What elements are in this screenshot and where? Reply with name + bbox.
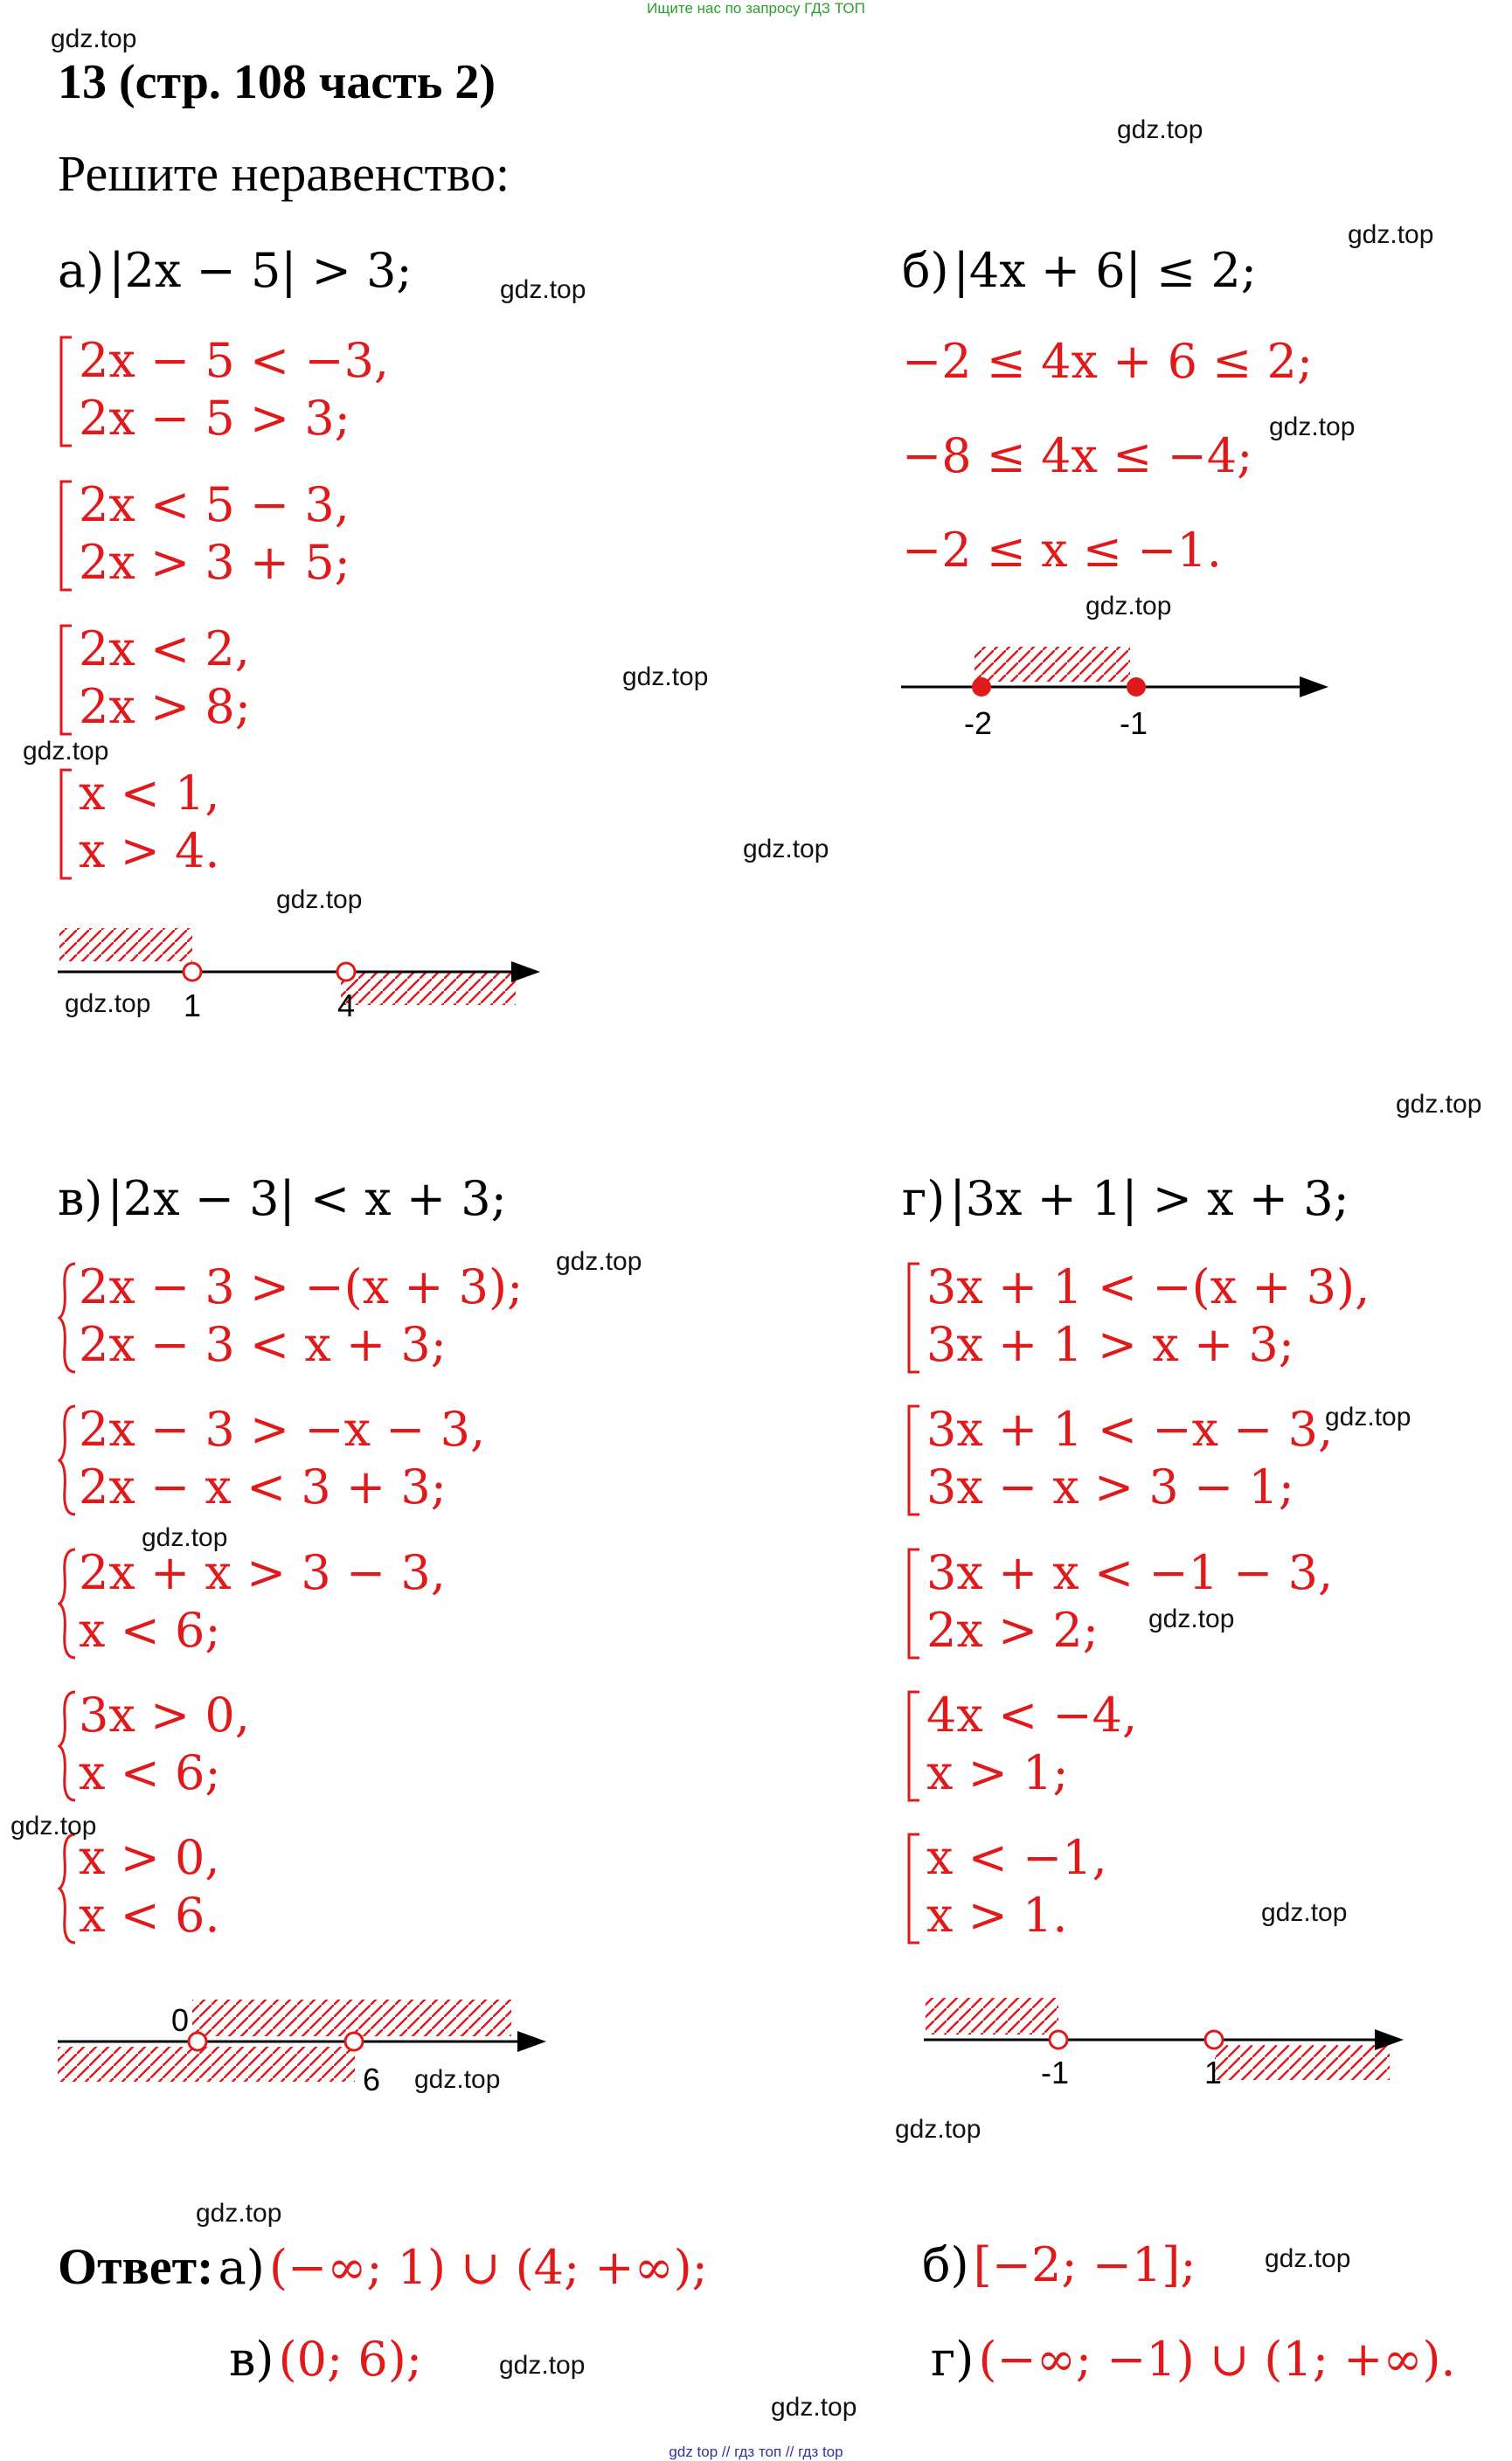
part-v-arrow-icon [517,2031,546,2052]
answer-g [931,2332,1456,2387]
page-title: 13 (стр. 108 часть 2) [58,55,496,109]
watermark: gdz.top [10,1812,97,1841]
part-a-system-1 [58,332,389,447]
part-b-tick-minus2: -2 [964,705,993,741]
part-g-s4-line2: x > 1; [926,1745,1069,1800]
part-b-step-1: −2 ≤ 4x + 6 ≤ 2; [902,334,1314,389]
part-g-s2-line2: 3x − x > 3 − 1; [926,1459,1294,1515]
part-g-hatch-left [926,1998,1058,2035]
part-b-header [902,243,1257,298]
watermark: gdz.top [895,2115,981,2144]
part-v-tick-0: 0 [171,2002,190,2038]
watermark: gdz.top [1269,412,1356,441]
part-g-system-1 [905,1258,1370,1374]
watermark: gdz.top [500,275,586,304]
part-a-point-4 [337,963,355,981]
answer-v-value: (0; 6); [278,2332,422,2387]
part-v-s3-line1: 2x + x > 3 − 3, [79,1545,446,1600]
watermark: gdz.top [1325,1403,1411,1432]
part-v-system-3 [58,1544,446,1660]
watermark: gdz.top [743,835,829,863]
part-a-inequality: |2x − 5| > 3; [108,243,413,298]
part-v-system-1 [58,1258,523,1374]
part-v-system-4 [58,1687,250,1802]
part-g-system-2 [905,1401,1333,1516]
part-g-inequality: |3x + 1| > x + 3; [949,1171,1349,1226]
part-a-hatch-right [341,972,516,1005]
part-v-point-6 [345,2033,363,2050]
part-a-label: а) [58,243,105,298]
part-a-header [58,243,413,298]
watermark: gdz.top [556,1247,642,1276]
part-a-tick-1: 1 [184,988,202,1023]
part-a-s2-line1: 2x < 5 − 3, [79,477,350,532]
answer-label: Ответ: [58,2238,214,2295]
part-b-arrow-icon [1300,676,1328,697]
part-v-s3-line2: x < 6; [79,1603,221,1658]
part-g-s4-line1: 4x < −4, [926,1688,1138,1743]
part-g-s5-line2: x > 1. [926,1888,1068,1943]
part-a-s1-line2: 2x − 5 > 3; [79,391,350,446]
answer-g-value: (−∞; −1) ∪ (1; +∞). [978,2332,1456,2387]
task-text: Решите неравенство: [58,145,510,202]
watermark: gdz.top [499,2351,586,2380]
part-v-system-5 [58,1829,220,1945]
watermark: gdz.top [1348,220,1434,249]
part-b-number-line [896,638,1333,752]
part-v-system-2 [58,1401,485,1516]
watermark: gdz.top [142,1523,228,1552]
part-b-point-minus2 [972,677,991,697]
part-v-s4-line1: 3x > 0, [79,1688,250,1743]
part-v-s1-line1: 2x − 3 > −(x + 3); [79,1259,524,1314]
watermark: gdz.top [1085,592,1172,620]
watermark: gdz.top [1396,1090,1482,1119]
watermark: gdz.top [196,2199,282,2228]
part-v-point-0 [189,2033,206,2050]
part-g-s2-line1: 3x + 1 < −x − 3, [926,1402,1334,1457]
part-g-point-1 [1205,2031,1223,2049]
watermark: gdz.top [1148,1605,1235,1633]
part-v-s1-line2: 2x − 3 < x + 3; [79,1317,447,1372]
top-ad-banner[interactable]: Ищите нас по запросу ГДЗ ТОП [647,0,865,17]
part-v-hatch-top [192,2000,511,2036]
watermark: gdz.top [23,737,109,766]
part-a-system-4 [58,765,220,880]
part-b-hatch [974,647,1130,682]
bottom-ad-links[interactable]: gdz top // гдз топ // гдз top [669,2444,843,2460]
part-b-step-3: −2 ≤ x ≤ −1. [902,523,1222,578]
part-v-s2-line2: 2x − x < 3 + 3; [79,1459,447,1515]
part-v-s5-line2: x < 6. [79,1888,220,1943]
part-g-system-4 [905,1687,1137,1802]
watermark: gdz.top [414,2065,501,2094]
part-a-system-2 [58,476,350,592]
part-a-hatch-left [59,928,192,961]
watermark: gdz.top [1117,115,1203,144]
part-a-s3-line1: 2x < 2, [79,621,250,676]
part-v-s2-line1: 2x − 3 > −x − 3, [79,1402,486,1457]
part-g-s3-line2: 2x > 2; [926,1603,1099,1658]
watermark: gdz.top [276,885,363,914]
part-g-header [902,1171,1349,1226]
watermark: gdz.top [771,2393,857,2422]
answer-v-label: в) [229,2332,274,2387]
part-g-s5-line1: x < −1, [926,1830,1107,1885]
watermark: gdz.top [51,24,137,53]
part-g-s1-line1: 3x + 1 < −(x + 3), [926,1259,1370,1314]
part-g-number-line [922,1984,1420,2097]
part-b-inequality: |4x + 6| ≤ 2; [953,243,1257,298]
part-g-tick-1: 1 [1204,2055,1223,2090]
part-b-step-2: −8 ≤ 4x ≤ −4; [902,428,1253,483]
part-g-system-3 [905,1544,1333,1660]
part-b-point-minus1 [1127,677,1146,697]
part-g-s3-line1: 3x + x < −1 − 3, [926,1545,1334,1600]
part-g-point-minus1 [1050,2031,1067,2049]
part-g-tick-minus1: -1 [1041,2055,1070,2090]
answer-b [922,2237,1196,2292]
part-a-s2-line2: 2x > 3 + 5; [79,535,350,590]
part-g-label: г) [902,1171,946,1226]
answer-b-value: [−2; −1]; [973,2237,1196,2292]
part-g-hatch-right [1215,2045,1390,2080]
part-a-s4-line2: x > 4. [79,823,220,878]
part-a-tick-4: 4 [337,988,356,1023]
part-a-s4-line1: x < 1, [79,766,220,821]
answer-row-1 [58,2237,708,2296]
answer-a-value: (−∞; 1) ∪ (4; +∞); [268,2240,708,2295]
part-a-system-3 [58,620,251,736]
part-g-s1-line2: 3x + 1 > x + 3; [926,1317,1294,1372]
part-v-s5-line1: x > 0, [79,1830,220,1885]
part-v-tick-6: 6 [363,2062,381,2097]
part-v-hatch-bottom [58,2047,355,2082]
part-v-inequality: |2x − 3| < x + 3; [107,1171,507,1226]
part-v-header [58,1171,507,1226]
watermark: gdz.top [65,989,151,1018]
part-a-point-1 [184,963,201,981]
watermark: gdz.top [1261,1898,1348,1927]
part-a-s3-line2: 2x > 8; [79,679,251,734]
answer-v [229,2332,422,2387]
answer-b-label: б) [922,2237,969,2292]
answer-g-label: г) [931,2332,974,2387]
part-a-s1-line1: 2x − 5 < −3, [79,333,390,388]
watermark: gdz.top [622,662,709,691]
part-v-s4-line2: x < 6; [79,1745,221,1800]
watermark: gdz.top [1265,2244,1351,2273]
part-b-tick-minus1: -1 [1120,705,1148,741]
part-a-arrow-icon [511,961,540,982]
part-g-system-5 [905,1829,1107,1945]
part-v-label: в) [58,1171,103,1226]
part-b-label: б) [902,243,949,298]
answer-a-label: а) [218,2240,265,2295]
